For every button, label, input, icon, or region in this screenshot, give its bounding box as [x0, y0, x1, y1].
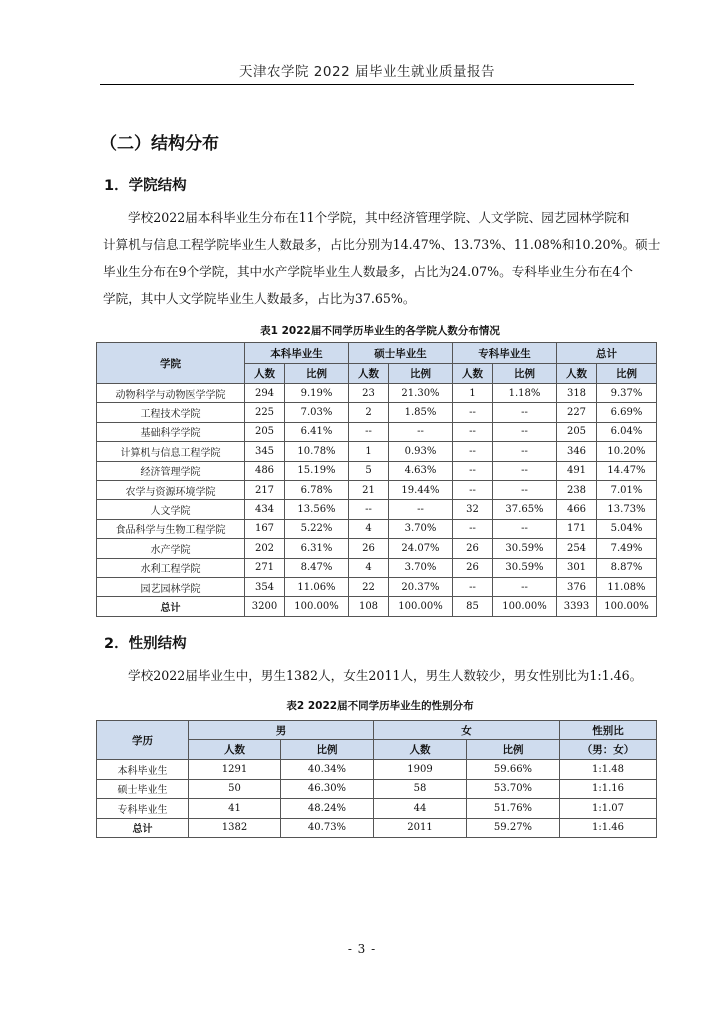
table-cell: 1:1.16 [560, 779, 657, 799]
table-cell: -- [349, 500, 389, 519]
header-ratio: 比例 [467, 740, 560, 760]
table-cell: 46.30% [281, 779, 374, 799]
total-cell: 100.00% [285, 597, 349, 616]
row-label-cell: 工程技术学院 [97, 403, 245, 422]
table-cell: -- [493, 577, 557, 596]
gender-structure-paragraph [103, 662, 643, 689]
table-cell: 23 [349, 384, 389, 403]
table-cell: 11.08% [597, 577, 657, 596]
table-cell: 37.65% [493, 500, 557, 519]
table-cell: 1:1.48 [560, 760, 657, 780]
table-cell: 301 [557, 558, 597, 577]
table-cell: -- [453, 403, 493, 422]
total-row [97, 818, 657, 838]
total-cell: 40.73% [281, 818, 374, 838]
table2-caption: 表2 2022届不同学历毕业生的性别分布 [286, 700, 474, 712]
table-cell: 225 [245, 403, 285, 422]
table-cell: 5.04% [597, 519, 657, 538]
table-cell: 59.66% [467, 760, 560, 780]
table-cell: 21 [349, 480, 389, 499]
table-cell: 238 [557, 480, 597, 499]
table-cell: -- [493, 480, 557, 499]
row-label-cell: 计算机与信息工程学院 [97, 442, 245, 461]
table-cell: 6.69% [597, 403, 657, 422]
table-cell: -- [453, 422, 493, 441]
header-count: 人数 [374, 740, 467, 760]
table-cell: 24.07% [389, 539, 453, 558]
table-cell: 26 [453, 539, 493, 558]
header-female: 女 [374, 721, 560, 740]
table-cell: 7.03% [285, 403, 349, 422]
table-cell: 10.78% [285, 442, 349, 461]
paragraph-line: 学校2022届毕业生中，男生1382人，女生2011人，男生人数较少，男女性别比为1:1.46。 [128, 668, 643, 683]
total-cell: 100.00% [597, 597, 657, 616]
total-label-cell: 总计 [97, 597, 245, 616]
table-cell: 254 [557, 539, 597, 558]
table-cell: 1291 [189, 760, 281, 780]
table-cell: 8.87% [597, 558, 657, 577]
table-cell: 202 [245, 539, 285, 558]
row-label-cell: 基础科学学院 [97, 422, 245, 441]
row-label-cell: 食品科学与生物工程学院 [97, 519, 245, 538]
table-cell: 30.59% [493, 539, 557, 558]
table1-caption: 表1 2022届不同学历毕业生的各学院人数分布情况 [260, 325, 500, 337]
running-header: 天津农学院 2022 届毕业生就业质量报告 [239, 64, 495, 80]
paragraph-line: 计算机与信息工程学院毕业生人数最多，占比分别为14.47%、13.73%、11.08%和10.20%。硕士 [103, 237, 661, 252]
table-cell: 19.44% [389, 480, 453, 499]
table-cell: 3.70% [389, 519, 453, 538]
row-label-cell: 水产学院 [97, 539, 245, 558]
table-cell: -- [493, 461, 557, 480]
gender-distribution-table [96, 720, 657, 838]
table-cell: 21.30% [389, 384, 453, 403]
paragraph-line: 学校2022届本科毕业生分布在11个学院，其中经济管理学院、人文学院、园艺园林学院和 [128, 210, 630, 225]
total-cell: 100.00% [389, 597, 453, 616]
table-cell: 6.04% [597, 422, 657, 441]
table-cell: 434 [245, 500, 285, 519]
table-cell: 4 [349, 558, 389, 577]
table-cell: 40.34% [281, 760, 374, 780]
total-cell: 59.27% [467, 818, 560, 838]
table-cell: -- [389, 422, 453, 441]
table-cell: -- [453, 461, 493, 480]
table-cell: 4 [349, 519, 389, 538]
header-male: 男 [189, 721, 374, 740]
table-row [97, 779, 657, 799]
table-cell: -- [493, 519, 557, 538]
table-row [97, 384, 657, 403]
table-cell: 6.78% [285, 480, 349, 499]
table-cell: 0.93% [389, 442, 453, 461]
table-cell: 30.59% [493, 558, 557, 577]
table-cell: -- [453, 519, 493, 538]
total-row [97, 597, 657, 616]
table-row [97, 500, 657, 519]
table-cell: -- [389, 500, 453, 519]
table-cell: 171 [557, 519, 597, 538]
table-cell: -- [493, 442, 557, 461]
row-label-cell: 水利工程学院 [97, 558, 245, 577]
header-sex-ratio-sub: （男：女） [560, 740, 657, 760]
table-cell: 318 [557, 384, 597, 403]
table-cell: -- [453, 442, 493, 461]
table-cell: 217 [245, 480, 285, 499]
total-cell: 3200 [245, 597, 285, 616]
header-ratio: 比例 [493, 364, 557, 384]
college-structure-paragraph [103, 204, 661, 312]
row-label-cell: 农学与资源环境学院 [97, 480, 245, 499]
table-cell: 5.22% [285, 519, 349, 538]
table-cell: 491 [557, 461, 597, 480]
total-cell: 100.00% [493, 597, 557, 616]
header-undergrad: 本科毕业生 [245, 343, 349, 364]
table-cell: 22 [349, 577, 389, 596]
table-cell: 32 [453, 500, 493, 519]
table-cell: 9.37% [597, 384, 657, 403]
table-cell: 14.47% [597, 461, 657, 480]
header-junior-college: 专科毕业生 [453, 343, 557, 364]
table-row [97, 539, 657, 558]
row-label-cell: 动物科学与动物医学学院 [97, 384, 245, 403]
table-cell: 167 [245, 519, 285, 538]
table-row [97, 442, 657, 461]
table-row [97, 403, 657, 422]
table-cell: 2 [349, 403, 389, 422]
table-cell: 11.06% [285, 577, 349, 596]
table-cell: 9.19% [285, 384, 349, 403]
table-cell: 205 [557, 422, 597, 441]
table-cell: 4.63% [389, 461, 453, 480]
table-cell: 345 [245, 442, 285, 461]
table-cell: 1.85% [389, 403, 453, 422]
total-cell: 108 [349, 597, 389, 616]
table-cell: 486 [245, 461, 285, 480]
table-cell: -- [493, 403, 557, 422]
row-label-cell: 园艺园林学院 [97, 577, 245, 596]
table-cell: 20.37% [389, 577, 453, 596]
header-count: 人数 [453, 364, 493, 384]
table-row [97, 422, 657, 441]
paragraph-line: 毕业生分布在9个学院，其中水产学院毕业生人数最多，占比为24.07%。专科毕业生分布在4个 [103, 264, 634, 279]
header-ratio: 比例 [389, 364, 453, 384]
table-cell: 466 [557, 500, 597, 519]
table-row [97, 558, 657, 577]
row-label-cell: 本科毕业生 [97, 760, 189, 780]
total-cell: 1:1.46 [560, 818, 657, 838]
header-total: 总计 [557, 343, 657, 364]
college-distribution-table [96, 342, 657, 617]
header-count: 人数 [189, 740, 281, 760]
subsection-title-college: 1．学院结构 [104, 178, 187, 194]
table-cell: 51.76% [467, 799, 560, 819]
table-row [97, 480, 657, 499]
row-label-cell: 经济管理学院 [97, 461, 245, 480]
table-cell: 1909 [374, 760, 467, 780]
table-row [97, 461, 657, 480]
paragraph-line: 学院，其中人文学院毕业生人数最多，占比为37.65%。 [103, 291, 416, 306]
table-cell: 41 [189, 799, 281, 819]
header-rule [100, 84, 634, 85]
table-cell: 8.47% [285, 558, 349, 577]
table-cell: 3.70% [389, 558, 453, 577]
header-count: 人数 [349, 364, 389, 384]
header-ratio: 比例 [597, 364, 657, 384]
header-count: 人数 [245, 364, 285, 384]
table-cell: 26 [349, 539, 389, 558]
total-cell: 2011 [374, 818, 467, 838]
header-ratio: 比例 [281, 740, 374, 760]
table-cell: -- [453, 480, 493, 499]
header-ratio: 比例 [285, 364, 349, 384]
table-row [97, 799, 657, 819]
table-cell: 6.41% [285, 422, 349, 441]
table-cell: 1 [453, 384, 493, 403]
table-cell: 50 [189, 779, 281, 799]
table-cell: 13.56% [285, 500, 349, 519]
table-cell: 5 [349, 461, 389, 480]
table-row [97, 519, 657, 538]
header-count: 人数 [557, 364, 597, 384]
total-label-cell: 总计 [97, 818, 189, 838]
table-cell: 1.18% [493, 384, 557, 403]
total-cell: 3393 [557, 597, 597, 616]
table-row [97, 760, 657, 780]
table-cell: 44 [374, 799, 467, 819]
header-sex-ratio: 性别比 [560, 721, 657, 740]
header-college: 学院 [97, 343, 245, 384]
table-cell: 354 [245, 577, 285, 596]
table-cell: 53.70% [467, 779, 560, 799]
table-cell: 294 [245, 384, 285, 403]
table-cell: -- [493, 422, 557, 441]
subsection-title-gender: 2．性别结构 [104, 636, 187, 652]
table-cell: 271 [245, 558, 285, 577]
header-degree: 学历 [97, 721, 189, 760]
page-number: - 3 - [347, 942, 377, 956]
table-cell: 205 [245, 422, 285, 441]
table-cell: 376 [557, 577, 597, 596]
table-cell: 227 [557, 403, 597, 422]
row-label-cell: 专科毕业生 [97, 799, 189, 819]
table-cell: 346 [557, 442, 597, 461]
table-cell: 26 [453, 558, 493, 577]
table-cell: 1 [349, 442, 389, 461]
table-cell: 58 [374, 779, 467, 799]
table-cell: 48.24% [281, 799, 374, 819]
row-label-cell: 人文学院 [97, 500, 245, 519]
table-cell: 15.19% [285, 461, 349, 480]
table-cell: 7.49% [597, 539, 657, 558]
total-cell: 85 [453, 597, 493, 616]
row-label-cell: 硕士毕业生 [97, 779, 189, 799]
table-cell: 1:1.07 [560, 799, 657, 819]
table-cell: -- [453, 577, 493, 596]
header-master: 硕士毕业生 [349, 343, 453, 364]
table-cell: -- [349, 422, 389, 441]
table-cell: 13.73% [597, 500, 657, 519]
table-cell: 7.01% [597, 480, 657, 499]
table-cell: 6.31% [285, 539, 349, 558]
section-title: （二）结构分布 [100, 134, 219, 154]
total-cell: 1382 [189, 818, 281, 838]
table-row [97, 577, 657, 596]
table-cell: 10.20% [597, 442, 657, 461]
